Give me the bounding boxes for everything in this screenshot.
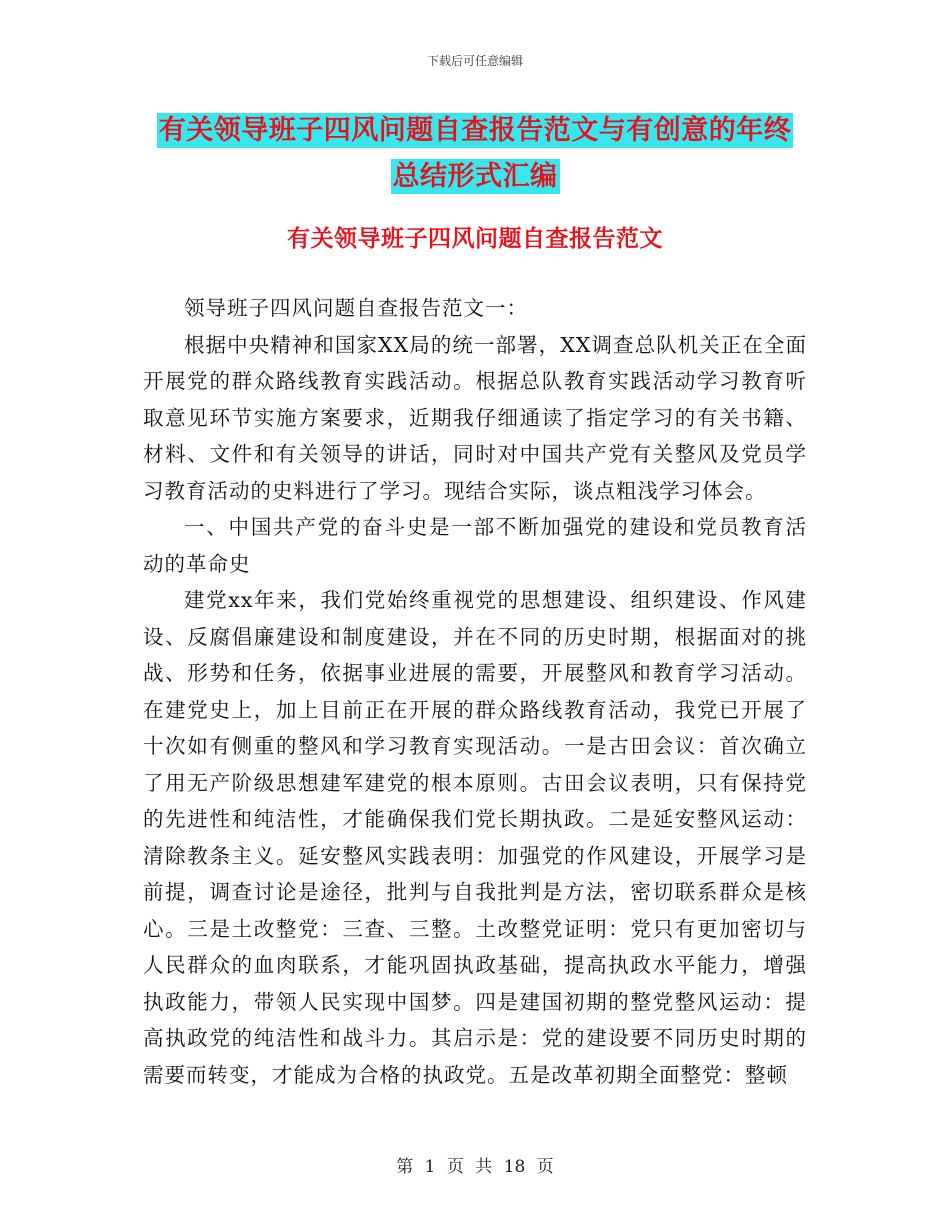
paragraph: 一、中国共产党的奋斗史是一部不断加强党的建设和党员教育活动的革命史 bbox=[143, 515, 807, 576]
document-main-title bbox=[140, 108, 810, 200]
paragraph: 建党xx年来，我们党始终重视党的思想建设、组织建设、作风建设、反腐倡廉建设和制度建设，并在不同的历史时期，根据面对的挑战、形势和任务，依据事业进展的需要，开展整风和教育学习活动。在建党史上，加上目前正在开展的群众路线教育活动，我党已开展了十次如有侧重的整风和学习教育实现活动。一是古田会议：首次确立了用无产阶级思想建军建党的根本原则。古田会议表明，只有保持党的先进性和纯洁性，才能确保我们党长期执政。二是延安整风运动：清除教条主义。延安整风实践表明：加强党的作风建设，开展学习是前提，调查讨论是途径，批判与自我批判是方法，密切联系群众是核心。三是土改整党：三查、三整。土改整党证明：党只有更加密切与人民群众的血肉联系，才能巩固执政基础，提高执政水平能力，增强执政能力，带领人民实现中国梦。四是建国初期的整党整风运动：提高执政党的纯洁性和战斗力。其启示是：党的建设要不同历史时期的需要而转变，才能成为合格的执政党。五是改革初期全面整党：整顿 bbox=[143, 588, 807, 1087]
paragraph: 根据中央精神和国家XX局的统一部署，XX调查总队机关正在全面开展党的群众路线教育实践活动。根据总队教育实践活动学习教育听取意见环节实施方案要求，近期我仔细通读了指定学习的有关书籍、材料、文件和有关领导的讲话，同时对中国共产党有关整风及党员学习教育活动的史料进行了学习。现结合实际，谈点粗浅学习体会。 bbox=[143, 332, 807, 503]
page-number: 第 1 页 共 18 页 bbox=[396, 1157, 554, 1177]
header-note: 下载后可任意编辑 bbox=[426, 54, 523, 68]
main-title-line-2: 总结形式汇编 bbox=[392, 161, 558, 192]
document-body bbox=[143, 290, 807, 1093]
section-title: 有关领导班子四风问题自查报告范文 bbox=[287, 226, 663, 252]
main-title-line-1: 有关领导班子四风问题自查报告范文与有创意的年终 bbox=[158, 115, 792, 146]
paragraph: 领导班子四风问题自查报告范文一： bbox=[184, 296, 528, 320]
